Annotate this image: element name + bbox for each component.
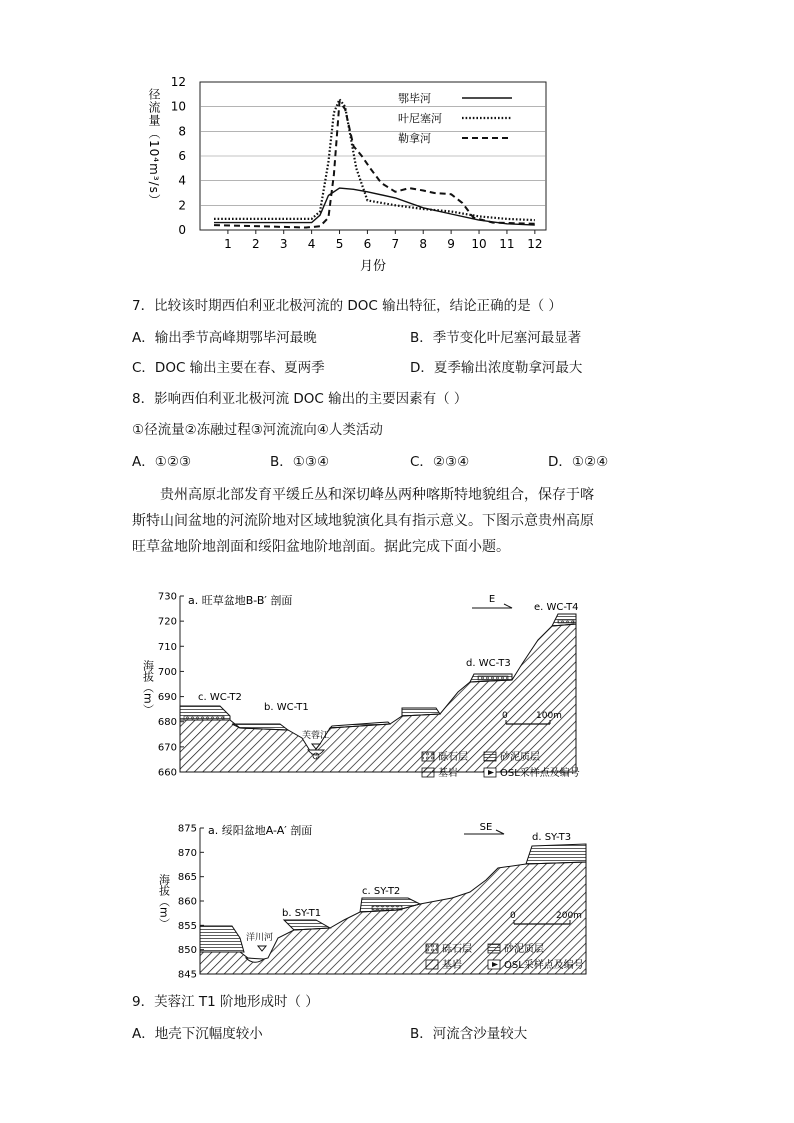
profile-tick-label: 865 (177, 872, 197, 884)
profile-a-river-sample (313, 753, 319, 759)
profile-tick-label: 845 (177, 969, 197, 980)
legend-gravel-label: 砾石层 (438, 752, 468, 763)
q7-stem: 7．比较该时期西伯利亚北极河流的 DOC 输出特征，结论正确的是（ ） (132, 298, 562, 314)
profile-b-water-level-icon (258, 946, 266, 951)
legend-label-1: 鄂毕河 (398, 92, 431, 105)
profile-b-label-t3: d. SY-T3 (532, 832, 572, 843)
q8-option-a[interactable]: A．①②③ (132, 454, 192, 470)
legend-b-sand-swatch (488, 944, 500, 953)
y-tick-label: 2 (178, 198, 186, 213)
profile-tick-label: 680 (157, 717, 177, 729)
x-tick-label: 4 (307, 237, 316, 251)
profile-a-terrace-t2-right-deposit (402, 708, 440, 716)
y-axis-ticks (171, 75, 186, 237)
profile-a-gravel-t2 (184, 716, 224, 720)
legend-label-3: 勒拿河 (398, 132, 431, 145)
y-tick-label: 12 (170, 75, 186, 89)
legend-osl-label: OSL采样点及编号 (500, 768, 580, 779)
legend-b-bedrock-swatch (426, 960, 438, 969)
profile-b-label-t2: c. SY-T2 (362, 886, 401, 897)
x-tick-label: 12 (527, 237, 543, 251)
profile-a-scale-start: 0 (502, 711, 508, 721)
profile-a-gravel-t4 (558, 620, 574, 623)
q8-option-d[interactable]: D．①②④ (548, 454, 609, 470)
legend-b-osl-label: OSL采样点及编号 (504, 960, 584, 971)
y-tick-label: 4 (178, 173, 186, 188)
y-tick-label: 8 (178, 124, 186, 139)
q7-option-b[interactable]: B．季节变化叶尼塞河最显著 (410, 330, 582, 346)
q9-option-b[interactable]: B．河流含沙量较大 (410, 1026, 528, 1042)
profile-tick-label: 860 (177, 896, 197, 908)
q8-factors: ①径流量②冻融过程③河流流向④人类活动 (132, 422, 383, 438)
q8-stem: 8．影响西伯利亚北极河流 DOC 输出的主要因素有（ ） (132, 391, 468, 407)
q8-option-c[interactable]: C．②③④ (410, 454, 470, 470)
profile-b-y-label: 海拔（m） (157, 874, 171, 929)
profile-tick-label: 875 (177, 823, 197, 835)
profile-a-y-label: 海拔（m） (141, 660, 155, 715)
passage-text: 贵州高原北部发育平缓丘丛和深切峰丛两种喀斯特地貌组合，保存于喀斯特山间盆地的河流阶地对区域地貌演化具有指示意义。下图示意贵州高原旺草盆地阶地剖面和绥阳盆地阶地剖面。据此完成下面小题。 (132, 487, 594, 555)
profile-a-gravel-t3 (478, 676, 508, 680)
chart-x-axis-label: 月份 (359, 259, 387, 274)
profile-a-label-t1: b. WC-T1 (264, 702, 309, 713)
profile-tick-label: 690 (157, 692, 177, 704)
x-tick-label: 10 (471, 237, 487, 251)
y-tick-label: 0 (178, 223, 186, 237)
x-tick-label: 1 (224, 237, 232, 251)
profile-b-arrowhead-icon (496, 830, 504, 834)
x-tick-label: 2 (251, 237, 260, 251)
legend-sand-label: 砂泥质层 (500, 752, 540, 763)
x-tick-label: 6 (363, 237, 372, 251)
profile-b-river-label: 洋川河 (246, 933, 274, 943)
chart-y-axis-label: 径流量（10⁴m³/s） (147, 88, 161, 207)
legend-b-sand-label: 砂泥质层 (504, 944, 544, 955)
profile-tick-label: 670 (157, 742, 177, 754)
profile-b-scale-end: 200m (556, 911, 582, 921)
q7-option-d[interactable]: D．夏季输出浓度勒拿河最大 (410, 360, 583, 376)
profile-tick-label: 700 (157, 666, 177, 678)
profile-tick-label: 855 (177, 920, 197, 932)
x-tick-label: 5 (335, 237, 344, 251)
q9-stem: 9．芙蓉江 T1 阶地形成时（ ） (132, 994, 319, 1010)
profile-b-t1-deposit (284, 920, 330, 930)
x-tick-label: 11 (499, 237, 515, 251)
y-tick-label: 6 (178, 149, 186, 163)
profile-b-bedrock (200, 862, 586, 974)
q9-option-a[interactable]: A．地壳下沉幅度较小 (132, 1026, 263, 1042)
x-tick-label: 9 (447, 237, 455, 251)
terrace-profile-b (140, 820, 600, 980)
legend-b-gravel-label: 砾石层 (442, 944, 472, 955)
profile-b-scale-start: 0 (510, 911, 516, 921)
profile-b-gravel-t2 (372, 906, 402, 910)
profile-b-label-t1: b. SY-T1 (282, 908, 322, 919)
legend-b-bedrock-label: 基岩 (442, 960, 462, 971)
profile-b-t3-deposit (526, 844, 586, 864)
profile-a-direction-label: E (488, 594, 496, 605)
legend-gravel-swatch (422, 752, 434, 761)
profile-b-title: a. 绥阳盆地A-A′ 剖面 (208, 824, 313, 837)
q7-option-c[interactable]: C．DOC 输出主要在春、夏两季 (132, 360, 325, 376)
q7-option-a[interactable]: A．输出季节高峰期鄂毕河最晚 (132, 330, 317, 346)
profile-a-label-t4: e. WC-T4 (534, 602, 579, 613)
profile-tick-label: 850 (177, 945, 197, 957)
profile-a-title: a. 旺草盆地B-B′ 剖面 (188, 594, 293, 607)
profile-tick-label: 730 (157, 591, 177, 603)
profile-tick-label: 710 (157, 641, 177, 653)
y-tick-label: 10 (170, 99, 186, 114)
x-tick-label: 3 (279, 237, 288, 251)
profile-tick-label: 720 (157, 616, 177, 628)
legend-sand-swatch (484, 752, 496, 761)
runoff-line-chart (140, 70, 560, 280)
legend-b-gravel-swatch (426, 944, 438, 953)
legend-bedrock-swatch (422, 768, 434, 777)
profile-a-river-label: 芙蓉江 (302, 731, 330, 741)
profile-tick-label: 660 (157, 767, 177, 779)
profile-a-label-t2: c. WC-T2 (198, 692, 242, 703)
profile-a-arrowhead-icon (504, 604, 512, 608)
legend-label-2: 叶尼塞河 (398, 112, 442, 125)
legend-bedrock-label: 基岩 (438, 768, 458, 779)
terrace-profile-a (140, 588, 600, 788)
profile-b-left-deposit (200, 926, 244, 952)
q8-option-b[interactable]: B．①③④ (270, 454, 330, 470)
x-tick-label: 8 (419, 237, 428, 251)
x-tick-label: 7 (391, 237, 400, 251)
x-axis-ticks (224, 230, 542, 251)
profile-tick-label: 870 (177, 847, 197, 859)
profile-a-scale-end: 100m (536, 711, 562, 721)
profile-b-direction-label: SE (479, 822, 493, 833)
profile-a-label-t3: d. WC-T3 (466, 658, 511, 669)
